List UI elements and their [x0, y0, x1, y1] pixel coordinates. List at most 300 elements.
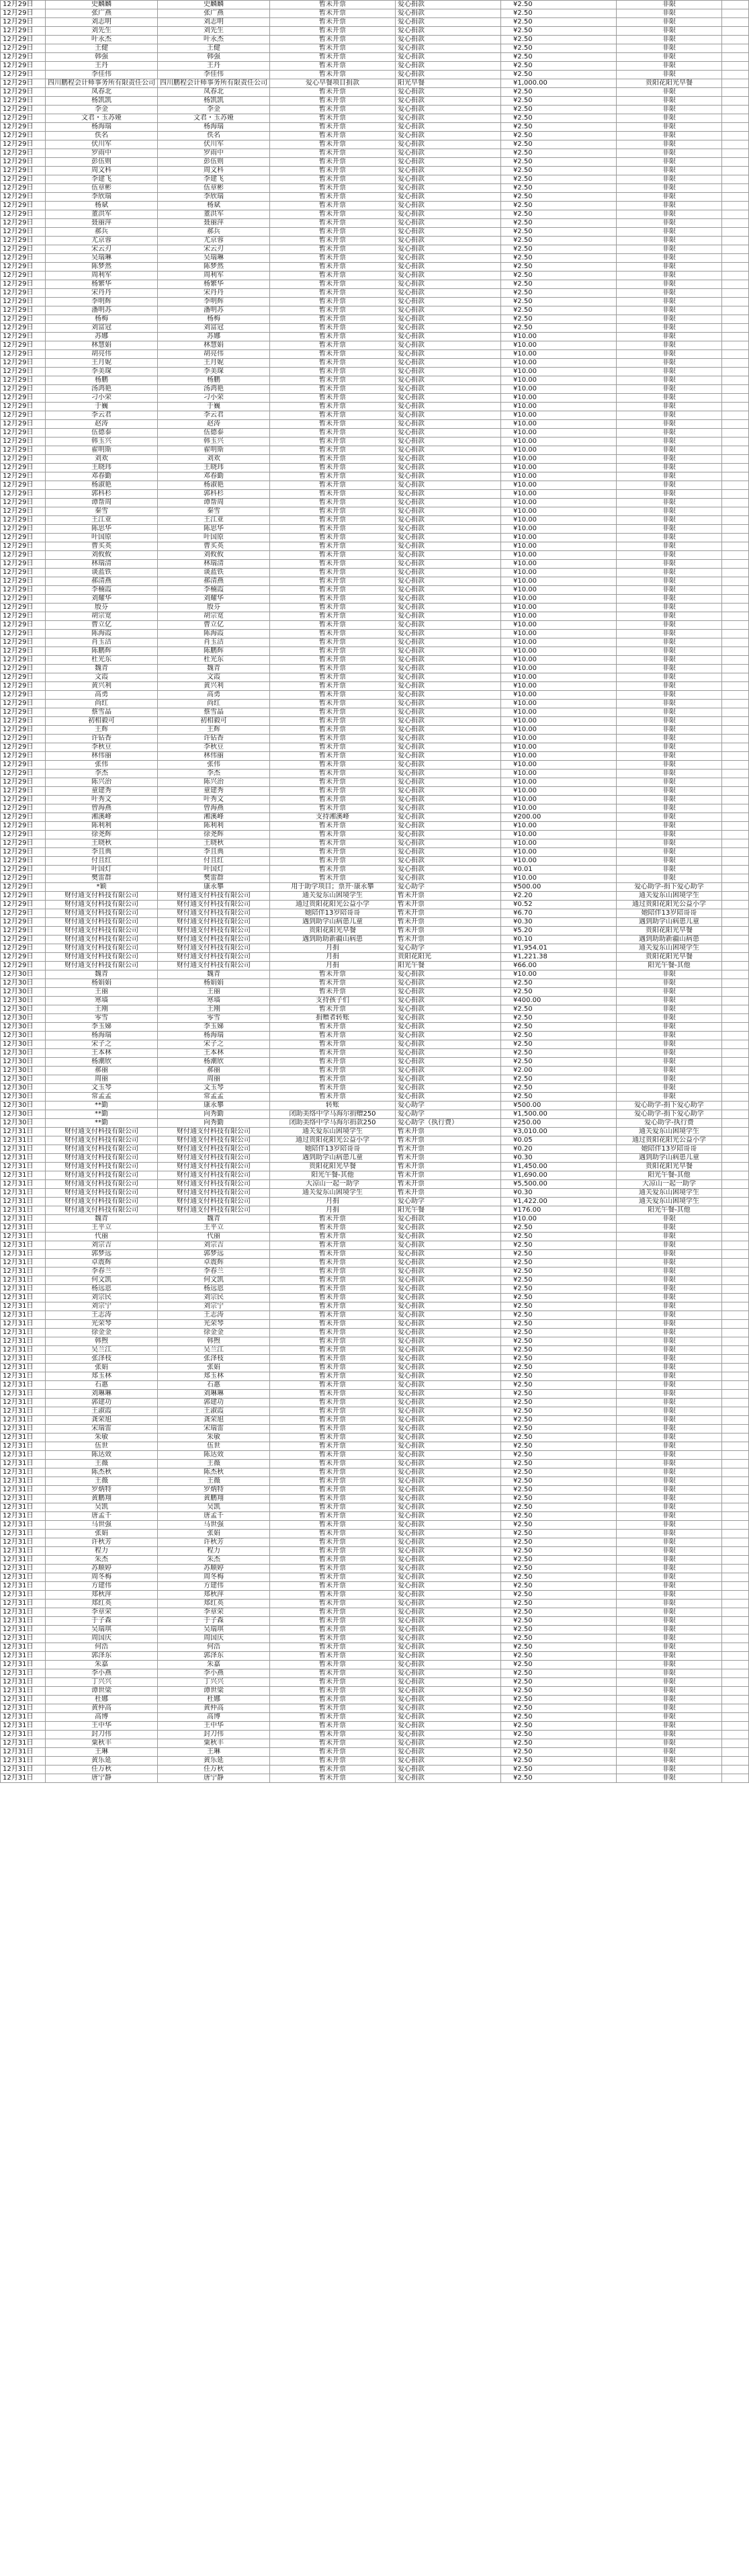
- cell-project: 爱心捐款: [396, 656, 501, 665]
- cell-method: 暂未开票: [270, 1731, 396, 1739]
- cell-method: 闭助美络中学马海尔捐赠250: [270, 1110, 396, 1119]
- cell-method: 暂未开票: [270, 665, 396, 673]
- cell-date: 12月29日: [1, 490, 46, 499]
- cell-payer: 刘攸攸: [158, 551, 270, 560]
- cell-donor: 董洪军: [46, 210, 158, 219]
- cell-project: 爱心捐款: [396, 71, 501, 79]
- cell-amount: ¥10.00: [501, 770, 617, 778]
- cell-donor: 郑玉林: [46, 1372, 158, 1381]
- table-row: [1, 420, 749, 429]
- cell-date: 12月29日: [1, 27, 46, 36]
- cell-project: 爱心捐款: [396, 1565, 501, 1573]
- cell-purpose: 非限: [617, 1329, 722, 1337]
- cell-method: 暂未开票: [270, 1285, 396, 1294]
- cell-donor: 叶国灯: [46, 866, 158, 874]
- cell-purpose: 非限: [617, 569, 722, 577]
- cell-empty: [722, 569, 749, 577]
- cell-payer: 李章荣: [158, 1608, 270, 1617]
- cell-project: 爱心捐款: [396, 210, 501, 219]
- cell-project: 爱心捐款: [396, 1696, 501, 1704]
- cell-purpose: 非限: [617, 237, 722, 245]
- cell-donor: 蔡雪晶: [46, 708, 158, 717]
- cell-empty: [722, 507, 749, 516]
- cell-empty: [722, 149, 749, 158]
- cell-amount: ¥10.00: [501, 673, 617, 682]
- cell-empty: [722, 761, 749, 770]
- cell-amount: ¥10.00: [501, 630, 617, 638]
- cell-date: 12月29日: [1, 420, 46, 429]
- cell-project: 爱心捐款: [396, 700, 501, 708]
- cell-method: 暂未开票: [270, 27, 396, 36]
- cell-amount: ¥2.50: [501, 1040, 617, 1049]
- cell-donor: 杨海瑞: [46, 123, 158, 132]
- cell-amount: ¥2.50: [501, 979, 617, 988]
- cell-date: 12月29日: [1, 315, 46, 324]
- cell-purpose: 非限: [617, 822, 722, 831]
- cell-donor: 石惠: [46, 1381, 158, 1390]
- cell-payer: 叶永杰: [158, 36, 270, 44]
- cell-project: 爱心捐款: [396, 376, 501, 385]
- cell-method: 暂未开票: [270, 700, 396, 708]
- cell-empty: [722, 1442, 749, 1451]
- cell-empty: [722, 691, 749, 700]
- table-row: [1, 1180, 749, 1189]
- cell-donor: 郭科杉: [46, 490, 158, 499]
- cell-purpose: 非限: [617, 1661, 722, 1669]
- table-row: [1, 1460, 749, 1468]
- cell-project: 爱心捐款: [396, 333, 501, 341]
- cell-date: 12月29日: [1, 62, 46, 71]
- cell-project: 爱心捐款: [396, 1390, 501, 1399]
- cell-date: 12月30日: [1, 1093, 46, 1102]
- cell-purpose: 非限: [617, 1215, 722, 1224]
- cell-date: 12月29日: [1, 708, 46, 717]
- cell-payer: 张娟: [158, 1364, 270, 1372]
- cell-payer: 肖玉洁: [158, 638, 270, 647]
- cell-empty: [722, 53, 749, 62]
- cell-date: 12月31日: [1, 1442, 46, 1451]
- cell-method: 暂未开票: [270, 1233, 396, 1241]
- cell-payer: 财付通支付科技有限公司: [158, 1163, 270, 1171]
- cell-donor: 郑秋萍: [46, 1591, 158, 1599]
- cell-donor: 张广燕: [46, 9, 158, 18]
- cell-project: 爱心捐款: [396, 455, 501, 464]
- cell-amount: ¥2.50: [501, 97, 617, 106]
- cell-amount: ¥2.50: [501, 1005, 617, 1014]
- cell-empty: [722, 210, 749, 219]
- cell-project: 爱心捐款: [396, 472, 501, 481]
- cell-amount: ¥200.00: [501, 813, 617, 822]
- cell-payer: 郝清燕: [158, 577, 270, 586]
- cell-date: 12月31日: [1, 1643, 46, 1652]
- cell-method: 暂未开票: [270, 394, 396, 403]
- cell-purpose: 非限: [617, 1014, 722, 1023]
- table-row: [1, 516, 749, 525]
- cell-amount: ¥2.50: [501, 1748, 617, 1757]
- cell-purpose: 非限: [617, 1233, 722, 1241]
- table-row: [1, 1145, 749, 1154]
- cell-empty: [722, 1005, 749, 1014]
- cell-payer: 财付通支付科技有限公司: [158, 1171, 270, 1180]
- cell-method: 暂未开票: [270, 149, 396, 158]
- cell-project: 爱心捐款: [396, 682, 501, 691]
- table-row: [1, 1757, 749, 1765]
- cell-empty: [722, 656, 749, 665]
- cell-method: 暂未开票: [270, 1748, 396, 1757]
- cell-donor: 宋瑞雷: [46, 1425, 158, 1434]
- cell-method: 暂未开票: [270, 1390, 396, 1399]
- cell-payer: 高博: [158, 1713, 270, 1722]
- cell-empty: [722, 1355, 749, 1364]
- table-row: [1, 1241, 749, 1250]
- cell-method: 暂未开票: [270, 368, 396, 376]
- cell-project: 爱心捐款: [396, 1241, 501, 1250]
- table-row: [1, 1495, 749, 1503]
- cell-date: 12月31日: [1, 1451, 46, 1460]
- cell-method: 暂未开票: [270, 446, 396, 455]
- cell-amount: ¥2.50: [501, 1626, 617, 1634]
- cell-project: 爱心捐款: [396, 184, 501, 193]
- cell-donor: 周文科: [46, 167, 158, 175]
- cell-date: 12月31日: [1, 1425, 46, 1434]
- cell-purpose: 非限: [617, 621, 722, 630]
- cell-amount: ¥2.50: [501, 1722, 617, 1731]
- table-row: [1, 1704, 749, 1713]
- cell-donor: 翟明斯: [46, 446, 158, 455]
- cell-payer: 李明辉: [158, 298, 270, 306]
- table-row: [1, 1652, 749, 1661]
- cell-date: 12月29日: [1, 839, 46, 848]
- table-row: [1, 1075, 749, 1084]
- cell-amount: ¥0.30: [501, 1189, 617, 1198]
- cell-payer: 曹立亿: [158, 621, 270, 630]
- cell-amount: ¥2.50: [501, 1521, 617, 1530]
- cell-purpose: 非限: [617, 1608, 722, 1617]
- cell-date: 12月30日: [1, 1119, 46, 1128]
- cell-project: 爱心捐款: [396, 1084, 501, 1093]
- cell-purpose: 非限: [617, 560, 722, 569]
- cell-donor: 四川鹏程会计师事务所有限责任公司: [46, 79, 158, 88]
- cell-date: 12月31日: [1, 1399, 46, 1407]
- cell-empty: [722, 883, 749, 892]
- cell-payer: 李杰: [158, 770, 270, 778]
- cell-payer: 吴兰江: [158, 1346, 270, 1355]
- cell-amount: ¥10.00: [501, 638, 617, 647]
- cell-date: 12月29日: [1, 245, 46, 254]
- table-row: [1, 53, 749, 62]
- cell-purpose: 非限: [617, 464, 722, 472]
- cell-payer: 朱嘉: [158, 1661, 270, 1669]
- cell-method: 暂未开票: [270, 455, 396, 464]
- cell-project: 爱心捐款: [396, 1669, 501, 1678]
- cell-amount: ¥66.00: [501, 962, 617, 970]
- cell-donor: 文玉琴: [46, 1084, 158, 1093]
- cell-amount: ¥1,500.00: [501, 1110, 617, 1119]
- cell-empty: [722, 1661, 749, 1669]
- table-row: [1, 595, 749, 604]
- cell-payer: 郑秋萍: [158, 1591, 270, 1599]
- cell-purpose: 非限: [617, 1495, 722, 1503]
- cell-purpose: 非限: [617, 1434, 722, 1442]
- cell-purpose: 通关爱东山困境学生: [617, 892, 722, 901]
- cell-payer: 刘琳琳: [158, 1390, 270, 1399]
- cell-purpose: 通关爱东山困境学生: [617, 1189, 722, 1198]
- table-row: [1, 376, 749, 385]
- cell-method: 暂未开票: [270, 499, 396, 507]
- cell-method: 暂未开票: [270, 1765, 396, 1774]
- cell-method: 通关爱东山困境学生: [270, 1189, 396, 1198]
- cell-purpose: 非限: [617, 1556, 722, 1565]
- cell-purpose: 非限: [617, 735, 722, 743]
- cell-date: 12月31日: [1, 1538, 46, 1547]
- cell-payer: 王辉: [158, 726, 270, 735]
- cell-donor: 魏青: [46, 665, 158, 673]
- cell-purpose: 贵阳花阳光早餐: [617, 927, 722, 936]
- table-row: [1, 202, 749, 210]
- cell-payer: 杨远恩: [158, 1285, 270, 1294]
- table-row: [1, 167, 749, 175]
- cell-method: 暂未开票: [270, 36, 396, 44]
- cell-amount: ¥2.50: [501, 272, 617, 280]
- cell-project: 爱心助学（执行费）: [396, 1119, 501, 1128]
- table-row: [1, 1442, 749, 1451]
- cell-purpose: 非限: [617, 306, 722, 315]
- cell-purpose: 非限: [617, 1617, 722, 1626]
- cell-amount: ¥10.00: [501, 874, 617, 883]
- cell-donor: 杨凯凯: [46, 97, 158, 106]
- cell-purpose: 非限: [617, 1503, 722, 1512]
- cell-purpose: 非限: [617, 1765, 722, 1774]
- cell-method: 暂未开票: [270, 621, 396, 630]
- cell-method: 她陪伴13岁陪哥哥: [270, 909, 396, 918]
- cell-payer: 财付通支付科技有限公司: [158, 953, 270, 962]
- cell-purpose: 非限: [617, 123, 722, 132]
- cell-donor: 财付通支付科技有限公司: [46, 944, 158, 953]
- cell-method: 暂未开票: [270, 717, 396, 726]
- cell-project: 爱心捐款: [396, 1547, 501, 1556]
- cell-purpose: 非限: [617, 1320, 722, 1329]
- cell-amount: ¥2.50: [501, 1582, 617, 1591]
- cell-purpose: 非限: [617, 700, 722, 708]
- cell-method: 暂未开票: [270, 123, 396, 132]
- cell-method: 暂未开票: [270, 560, 396, 569]
- cell-method: 通过贵阳花阳光公益小学: [270, 901, 396, 909]
- table-row: [1, 1, 749, 9]
- cell-date: 12月29日: [1, 464, 46, 472]
- table-row: [1, 1346, 749, 1355]
- cell-amount: ¥10.00: [501, 368, 617, 376]
- cell-method: 暂未开票: [270, 874, 396, 883]
- cell-payer: 杨娟娟: [158, 979, 270, 988]
- cell-amount: ¥10.00: [501, 359, 617, 368]
- cell-purpose: 她陪伴13岁陪哥哥: [617, 1145, 722, 1154]
- cell-project: 暂未开票: [396, 909, 501, 918]
- cell-donor: 张娟: [46, 1530, 158, 1538]
- cell-payer: 谭帮周: [158, 499, 270, 507]
- cell-method: 暂未开票: [270, 1355, 396, 1364]
- table-row: [1, 9, 749, 18]
- cell-payer: 财付通支付科技有限公司: [158, 901, 270, 909]
- cell-method: 暂未开票: [270, 44, 396, 53]
- cell-payer: 郭科杉: [158, 490, 270, 499]
- cell-date: 12月29日: [1, 394, 46, 403]
- cell-donor: 陈鹏辉: [46, 647, 158, 656]
- table-row: [1, 1302, 749, 1311]
- cell-purpose: 非限: [617, 333, 722, 341]
- table-row: [1, 761, 749, 770]
- cell-purpose: 非限: [617, 18, 722, 27]
- cell-donor: 谭世梁: [46, 1687, 158, 1696]
- cell-empty: [722, 1722, 749, 1731]
- cell-donor: 李春兰: [46, 1268, 158, 1276]
- cell-donor: 陈梦然: [46, 263, 158, 272]
- table-row: [1, 27, 749, 36]
- table-row: [1, 140, 749, 149]
- cell-amount: ¥2.50: [501, 1451, 617, 1460]
- cell-amount: ¥10.00: [501, 464, 617, 472]
- cell-method: 暂未开票: [270, 184, 396, 193]
- cell-donor: 刘欢: [46, 455, 158, 464]
- cell-empty: [722, 962, 749, 970]
- cell-empty: [722, 71, 749, 79]
- table-row: [1, 839, 749, 848]
- cell-empty: [722, 446, 749, 455]
- cell-donor: 郝兵: [46, 228, 158, 237]
- table-row: [1, 656, 749, 665]
- cell-method: 暂未开票: [270, 743, 396, 752]
- cell-payer: 胡亮伟: [158, 350, 270, 359]
- cell-method: 暂未开票: [270, 1573, 396, 1582]
- table-row: [1, 787, 749, 796]
- cell-amount: ¥10.00: [501, 560, 617, 569]
- cell-project: 爱心捐款: [396, 1530, 501, 1538]
- cell-purpose: 爱心助学-执行费: [617, 1119, 722, 1128]
- cell-amount: ¥10.00: [501, 516, 617, 525]
- cell-method: 暂未开票: [270, 1530, 396, 1538]
- cell-purpose: 非限: [617, 1530, 722, 1538]
- table-row: [1, 778, 749, 787]
- cell-date: 12月29日: [1, 88, 46, 97]
- table-row: [1, 1206, 749, 1215]
- cell-method: 用于助学项目；票开·康永攀: [270, 883, 396, 892]
- cell-date: 12月31日: [1, 1320, 46, 1329]
- cell-empty: [722, 1154, 749, 1163]
- table-row: [1, 1005, 749, 1014]
- cell-amount: ¥2.50: [501, 175, 617, 184]
- cell-project: 爱心捐款: [396, 88, 501, 97]
- cell-project: 爱心捐款: [396, 1468, 501, 1477]
- cell-purpose: 非限: [617, 254, 722, 263]
- table-row: [1, 62, 749, 71]
- cell-method: 暂未开票: [270, 1757, 396, 1765]
- cell-amount: ¥2.50: [501, 1084, 617, 1093]
- cell-method: 暂未开票: [270, 1005, 396, 1014]
- cell-purpose: 非限: [617, 228, 722, 237]
- cell-method: 暂未开票: [270, 140, 396, 149]
- cell-purpose: 非限: [617, 1302, 722, 1311]
- cell-amount: ¥10.00: [501, 403, 617, 411]
- cell-purpose: 非限: [617, 1451, 722, 1460]
- table-row: [1, 831, 749, 839]
- cell-amount: ¥10.00: [501, 708, 617, 717]
- table-row: [1, 298, 749, 306]
- cell-amount: ¥2.50: [501, 62, 617, 71]
- table-row: [1, 359, 749, 368]
- cell-empty: [722, 1512, 749, 1521]
- cell-project: 爱心捐款: [396, 315, 501, 324]
- cell-date: 12月29日: [1, 874, 46, 883]
- cell-date: 12月31日: [1, 1145, 46, 1154]
- cell-donor: 财付通支付科技有限公司: [46, 901, 158, 909]
- table-row: [1, 158, 749, 167]
- table-row: [1, 1696, 749, 1704]
- cell-method: 暂未开票: [270, 1425, 396, 1434]
- table-row: [1, 1372, 749, 1381]
- cell-method: 暂未开票: [270, 1468, 396, 1477]
- cell-project: 爱心捐款: [396, 1032, 501, 1040]
- cell-method: 转账: [270, 1102, 396, 1110]
- cell-purpose: 阳光午餐-其他: [617, 1171, 722, 1180]
- cell-amount: ¥2.50: [501, 1224, 617, 1233]
- cell-project: 爱心捐款: [396, 1643, 501, 1652]
- cell-empty: [722, 1582, 749, 1591]
- cell-empty: [722, 1268, 749, 1276]
- cell-donor: 唐宁静: [46, 1774, 158, 1783]
- cell-amount: ¥10.00: [501, 735, 617, 743]
- cell-method: 暂未开票: [270, 604, 396, 612]
- table-row: [1, 979, 749, 988]
- table-row: [1, 1381, 749, 1390]
- cell-amount: ¥10.00: [501, 385, 617, 394]
- cell-empty: [722, 778, 749, 787]
- cell-payer: 周利军: [158, 272, 270, 280]
- cell-project: 爱心捐款: [396, 123, 501, 132]
- cell-payer: 蔡雪晶: [158, 708, 270, 717]
- cell-project: 暂未开票: [396, 1180, 501, 1189]
- cell-purpose: 非限: [617, 1591, 722, 1599]
- cell-payer: 丁兴兴: [158, 1678, 270, 1687]
- cell-amount: ¥0.30: [501, 1154, 617, 1163]
- cell-payer: 杜娜: [158, 1696, 270, 1704]
- cell-purpose: 非限: [617, 638, 722, 647]
- cell-empty: [722, 1617, 749, 1626]
- cell-empty: [722, 438, 749, 446]
- cell-payer: 聂丽萍: [158, 219, 270, 228]
- cell-purpose: 非限: [617, 106, 722, 114]
- cell-payer: 许钻香: [158, 735, 270, 743]
- table-row: [1, 455, 749, 464]
- table-row: [1, 254, 749, 263]
- cell-amount: ¥2.50: [501, 1731, 617, 1739]
- cell-purpose: 非限: [617, 1486, 722, 1495]
- cell-purpose: 非限: [617, 44, 722, 53]
- cell-method: 暂未开票: [270, 1678, 396, 1687]
- cell-method: 暂未开票: [270, 866, 396, 874]
- cell-method: 暂未开票: [270, 1294, 396, 1302]
- cell-purpose: 非限: [617, 1364, 722, 1372]
- cell-donor: 粟秋丰: [46, 1739, 158, 1748]
- cell-amount: ¥2.50: [501, 1634, 617, 1643]
- cell-donor: 汤鸿艳: [46, 385, 158, 394]
- cell-method: 暂未开票: [270, 1093, 396, 1102]
- cell-empty: [722, 1713, 749, 1722]
- cell-date: 12月31日: [1, 1250, 46, 1259]
- cell-purpose: 非限: [617, 665, 722, 673]
- cell-amount: ¥2.50: [501, 1687, 617, 1696]
- cell-payer: 任万秋: [158, 1765, 270, 1774]
- table-row: [1, 1093, 749, 1102]
- cell-purpose: 阳光午餐-其他: [617, 1206, 722, 1215]
